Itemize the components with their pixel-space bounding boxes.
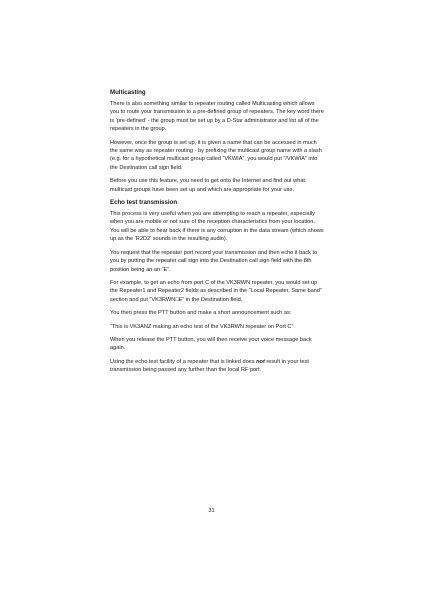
section-echo-test bbox=[110, 199, 324, 375]
section-heading: Echo test transmission bbox=[110, 199, 178, 207]
text-run: result in your test transmission being passed any further than the local RF port. bbox=[110, 358, 309, 374]
paragraph: You then press the PTT button and make a short announcement such as: bbox=[110, 310, 292, 317]
paragraph: This process is very useful when you are attempting to reach a repeater, especially when you are mobile or not sure of the reception characteristics from your location. You will be able to hear back if there is any corruption in the data stream (which shows up as the ‘R2D2’ sounds in the resulting audio). bbox=[110, 211, 324, 243]
paragraph: You request that the repeater port record your transmission and then echo it back to you by putting the repeater call sign into the Destination call sign field with the 8th position being an an “E”. bbox=[110, 249, 318, 273]
section-heading: Multicasting bbox=[110, 89, 146, 96]
paragraph: There is also something similar to repeater routing called Multicasting which allows you to route your transmission to a pre-defined group of repeaters. The key word there is ‘pre-defined’ - the group must be set up by a D-Star administrator and list all of the repeaters in the group. bbox=[110, 101, 324, 133]
quoted-announcement: “This is VK3ANZ making an echo test of the VK3RWN repeater on Port C” bbox=[110, 323, 294, 330]
page-number: 31 bbox=[208, 508, 215, 514]
paragraph: However, once the group is set up, it is given a name that can be accessed in much the same way as repeater routing - by prefixing the multicast group name with a slash (e.g. for a hypothetical multicast group called “VKWIA”, you would put “/VKWIA” into the Destination call sign field. bbox=[110, 139, 322, 171]
paragraph: When you release the PTT button, you will then receive your voice message back again. bbox=[110, 336, 312, 352]
section-multicasting bbox=[110, 89, 324, 194]
page-content bbox=[110, 89, 324, 380]
paragraph: For example, to get an echo from port C of the VK3RWN repeater, you would set up the Repeater1 and Repeater2 fields as described in the “Local Repeater, Same band” section and put “VK3RWN□E” in the Destination field. bbox=[110, 279, 322, 303]
emphasis-text: not bbox=[256, 358, 265, 365]
text-run: Using the echo test facility of a repeater that is linked does bbox=[110, 358, 257, 365]
paragraph-linked-repeater-note bbox=[110, 358, 324, 375]
paragraph: Before you use this feature, you need to get onto the Internet and find out what multicast groups have been set up and which are appropriate for your use. bbox=[110, 178, 305, 193]
